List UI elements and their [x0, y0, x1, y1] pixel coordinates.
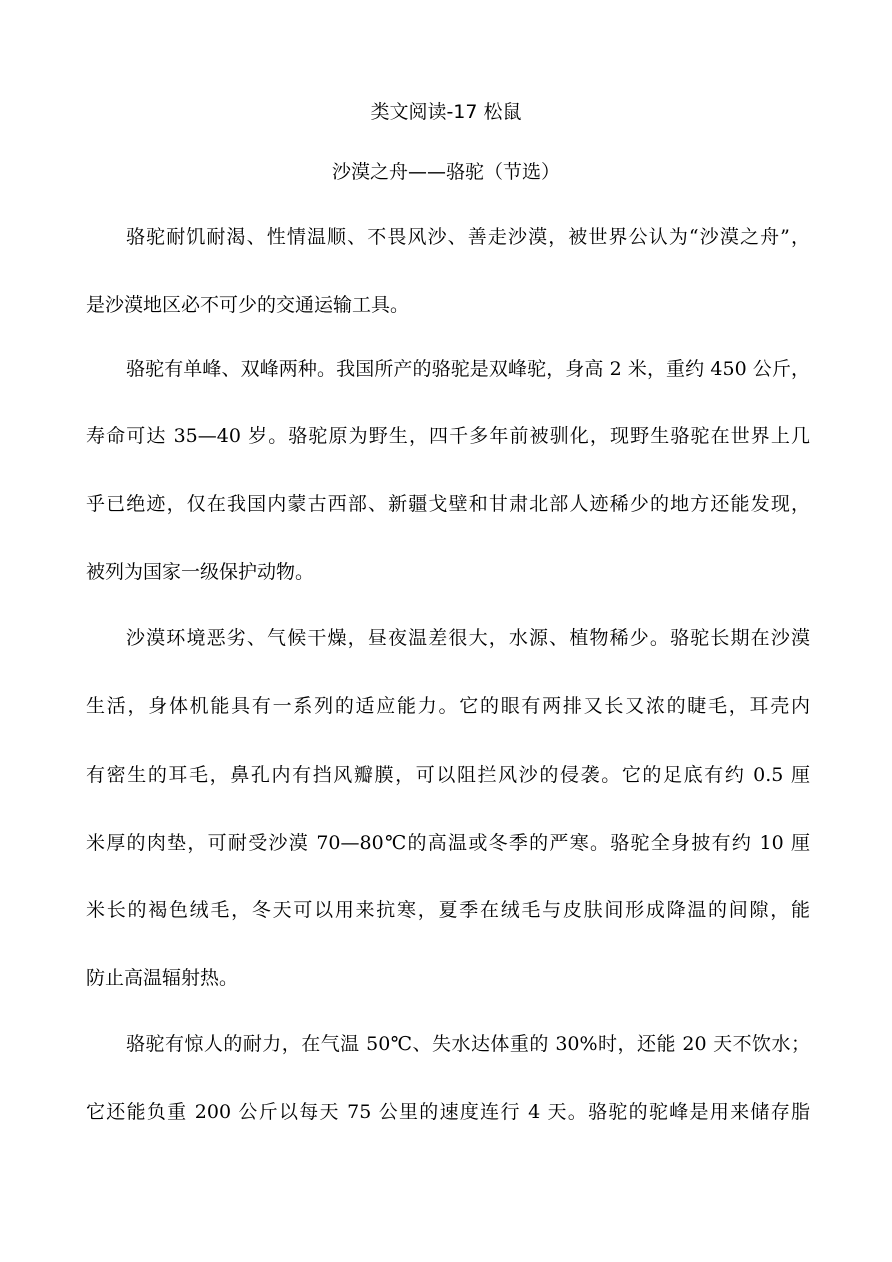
- document-subtitle: 沙漠之舟——骆驼（节选）: [331, 161, 560, 183]
- paragraph-line: 骆驼有单峰、双峰两种。我国所产的骆驼是双峰驼，身高 2 米，重约 450 公斤，: [126, 358, 810, 380]
- paragraph-line: 被列为国家一级保护动物。: [86, 561, 315, 583]
- paragraph-line: 它还能负重 200 公斤以每天 75 公里的速度连行 4 天。骆驼的驼峰是用来储存脂: [86, 1101, 810, 1123]
- paragraph-line: 米长的褐色绒毛，冬天可以用来抗寒，夏季在绒毛与皮肤间形成降温的间隙，能: [86, 899, 810, 921]
- paragraph-line: 沙漠环境恶劣、气候干燥，昼夜温差很大，水源、植物稀少。骆驼长期在沙漠: [126, 627, 810, 649]
- paragraph-line: 乎已绝迹，仅在我国内蒙古西部、新疆戈壁和甘肃北部人迹稀少的地方还能发现，: [86, 493, 810, 515]
- paragraph-line: 是沙漠地区必不可少的交通运输工具。: [86, 294, 410, 316]
- paragraph-line: 生活，身体机能具有一系列的适应能力。它的眼有两排又长又浓的睫毛，耳壳内: [86, 695, 810, 717]
- document-title: 类文阅读-17 松鼠: [370, 101, 522, 123]
- paragraph-line: 米厚的肉垫，可耐受沙漠 70—80℃的高温或冬季的严寒。骆驼全身披有约 10 厘: [86, 832, 810, 854]
- paragraph-line: 骆驼有惊人的耐力，在气温 50℃、失水达体重的 30%时，还能 20 天不饮水；: [126, 1033, 810, 1055]
- paragraph-line: 有密生的耳毛，鼻孔内有挡风瓣膜，可以阻拦风沙的侵袭。它的足底有约 0.5 厘: [86, 764, 810, 786]
- paragraph-line: 骆驼耐饥耐渴、性情温顺、不畏风沙、善走沙漠，被世界公认为“沙漠之舟”，: [126, 226, 810, 248]
- paragraph-line: 寿命可达 35—40 岁。骆驼原为野生，四千多年前被驯化，现野生骆驼在世界上几: [86, 425, 810, 447]
- paragraph-line: 防止高温辐射热。: [86, 967, 239, 989]
